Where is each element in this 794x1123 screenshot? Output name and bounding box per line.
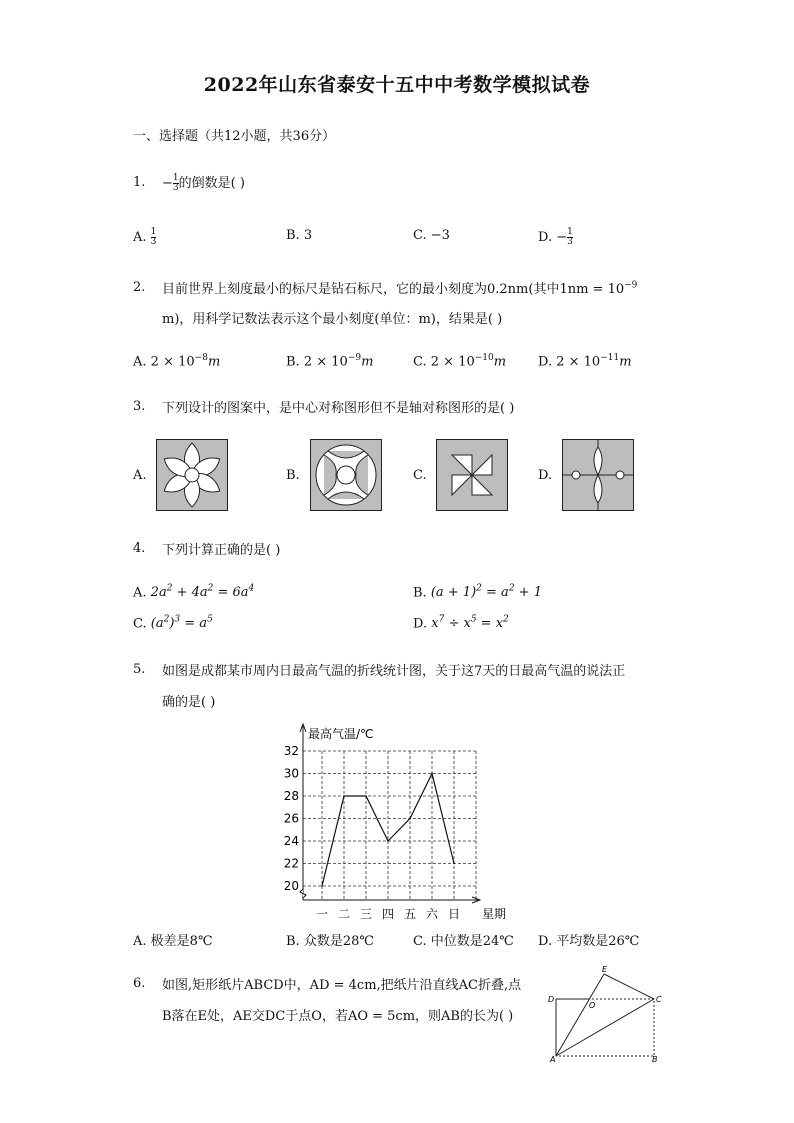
circle-coin-pattern-icon (310, 439, 382, 511)
q5-line1: 如图是成都某市周内日最高气温的折线统计图，关于这7天的日最高气温的说法正 (162, 664, 626, 679)
data-point (431, 773, 433, 775)
x-axis-title: 星期 (482, 907, 507, 921)
data-point (387, 840, 389, 842)
y-axis-title: 最高气温/℃ (308, 727, 374, 741)
section-heading: 一、选择题（共12小题，共36分） (133, 129, 336, 144)
data-point (321, 885, 323, 887)
x-tick-label: 二 (337, 907, 351, 921)
flower-pattern-icon (156, 439, 228, 511)
q2-option-b[interactable]: B. $2 \times 10^{-9}m$ (286, 353, 374, 370)
point-o-label: O (589, 1001, 596, 1010)
point-c-label: C (656, 995, 662, 1004)
point-a-label: A (550, 1055, 556, 1064)
fraction-one-third: $\frac{1}{3}$ (567, 227, 573, 247)
q2-line2: m)，用科学记数法表示这个最小刻度(单位：m)，结果是( ) (162, 312, 503, 327)
q5-option-c[interactable]: C. 中位数是24℃ (413, 934, 514, 949)
q3-label-d[interactable]: D. (538, 468, 553, 483)
q3-label-c[interactable]: C. (413, 468, 427, 483)
q5-option-a[interactable]: A. 极差是8℃ (133, 934, 213, 949)
q1-option-c[interactable]: C. −3 (413, 228, 450, 243)
page-title: 2022年山东省泰安十五中中考数学模拟试卷 (203, 74, 591, 96)
fraction-one-third: $\frac{1}{3}$ (172, 173, 179, 193)
q4-option-b[interactable]: B. $(a + 1)^2 = a^2 + 1$ (413, 584, 542, 601)
data-point (343, 795, 345, 797)
four-leaf-pattern-icon (562, 439, 634, 511)
q3-text: 下列设计的图案中，是中心对称图形但不是轴对称图形的是( ) (162, 401, 515, 416)
point-e-label: E (602, 965, 608, 974)
point-b-label: B (652, 1055, 658, 1064)
q1-number: 1. (133, 175, 146, 190)
q5-option-b[interactable]: B. 众数是28℃ (286, 934, 374, 949)
q5-number: 5. (133, 662, 146, 677)
y-tick-label: 30 (283, 766, 299, 781)
y-tick-label: 26 (283, 811, 299, 826)
x-tick-label: 三 (359, 907, 373, 921)
axis-break (300, 889, 306, 898)
y-tick-label: 22 (283, 856, 299, 871)
data-point (365, 795, 367, 797)
q1-option-b[interactable]: B. 3 (286, 228, 313, 243)
q2-number: 2. (133, 280, 146, 295)
q6-number: 6. (133, 976, 146, 991)
q4-option-d[interactable]: D. $x^7 \div x^5 = x^2$ (413, 615, 509, 632)
pinwheel-pattern-icon (436, 439, 508, 511)
q2-line1: 目前世界上刻度最小的标尺是钻石标尺，它的最小刻度为0.2nm(其中$1nm = 10^{-9}$ (162, 280, 638, 297)
data-point (409, 818, 411, 820)
data-point (453, 863, 455, 865)
y-tick-label: 24 (283, 834, 299, 848)
q2-option-c[interactable]: C. $2 \times 10^{-10}m$ (413, 353, 507, 370)
q2-option-a[interactable]: A. $2 \times 10^{-8}m$ (133, 353, 221, 370)
q1-option-d[interactable]: D. − $\frac{1}{3}$ (538, 227, 573, 247)
q6-line1: 如图,矩形纸片ABCD中，AD = 4cm,把纸片沿直线AC折叠,点 (162, 978, 522, 993)
temperature-line-chart (270, 718, 530, 926)
rectangle-fold-diagram (544, 962, 664, 1064)
x-tick-label: 五 (403, 907, 417, 921)
q1-option-a[interactable]: A. $\frac{1}{3}$ (133, 227, 157, 247)
q4-number: 4. (133, 541, 146, 556)
q1-text: 的倒数是( ) (178, 176, 245, 191)
y-tick-label: 32 (283, 744, 299, 758)
q4-option-a[interactable]: A. $2a^2 + 4a^2 = 6a^4$ (133, 584, 255, 601)
y-tick-label: 20 (283, 879, 299, 893)
fraction-one-third: $\frac{1}{3}$ (150, 227, 157, 247)
q3-label-b[interactable]: B. (286, 468, 300, 483)
point-d-label: D (548, 995, 555, 1004)
q3-label-a[interactable]: A. (133, 468, 147, 483)
q3-number: 3. (133, 399, 146, 414)
series-line (322, 774, 454, 887)
q4-option-c[interactable]: C. $(a^2)^3 = a^5$ (133, 615, 213, 632)
q5-line2: 确的是( ) (162, 695, 216, 710)
x-tick-label: 四 (381, 907, 395, 921)
x-tick-label: 六 (425, 907, 439, 921)
q4-text: 下列计算正确的是( ) (162, 543, 281, 558)
x-tick-label: 一 (315, 907, 329, 921)
q1-stem: − $\frac{1}{3}$ 的倒数是( ) (162, 173, 245, 193)
y-tick-label: 28 (283, 789, 299, 803)
q2-option-d[interactable]: D. $2 \times 10^{-11}m$ (538, 353, 632, 370)
x-tick-label: 日 (447, 907, 461, 921)
q5-option-d[interactable]: D. 平均数是26℃ (538, 934, 640, 949)
q6-line2: B落在E处，AE交DC于点O，若AO = 5cm，则AB的长为( ) (162, 1009, 514, 1024)
